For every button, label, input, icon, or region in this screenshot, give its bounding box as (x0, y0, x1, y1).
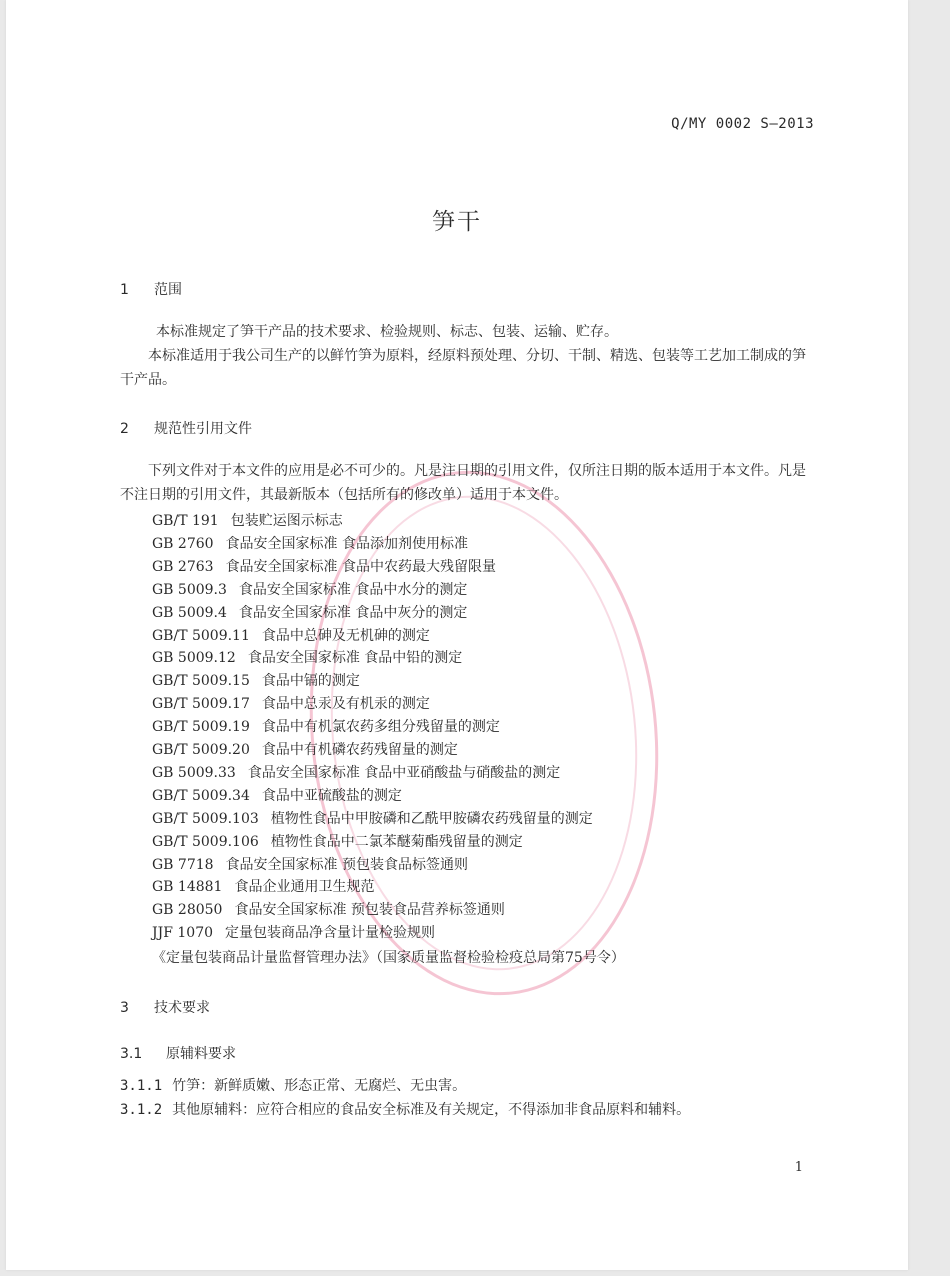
reference-item (152, 670, 360, 690)
reference-code: GB/T 5009.34 (152, 787, 250, 804)
reference-code: GB 14881 (152, 879, 223, 896)
reference-title: 包装贮运图示标志 (230, 513, 343, 529)
reference-item (152, 808, 593, 828)
reference-item (152, 510, 343, 530)
reference-code: GB/T 5009.103 (152, 810, 259, 827)
section-number: 2 (120, 421, 129, 437)
reference-title: 食品中总汞及有机汞的测定 (261, 696, 430, 713)
reference-code: GB 7718 (152, 856, 214, 873)
requirement-3-1-1 (120, 1075, 466, 1095)
section-number: 3.1 (120, 1046, 143, 1062)
reference-item (152, 716, 500, 736)
reference-item (152, 854, 468, 874)
reference-item (152, 556, 496, 576)
reference-title: 食品安全国家标准 食品添加剂使用标准 (225, 535, 469, 552)
references-intro: 下列文件对于本文件的应用是必不可少的。凡是注日期的引用文件，仅所注日期的版本适用于本文件。凡是不注日期的引用文件，其最新版本（包括所有的修改单）适用于本文件。 (120, 463, 806, 503)
reference-code: GB 28050 (152, 902, 223, 919)
reference-item (152, 762, 560, 782)
reference-title: 食品企业通用卫生规范 (234, 879, 375, 896)
reference-code: GB/T 5009.17 (152, 696, 250, 713)
section-title: 技术要求 (154, 1000, 210, 1016)
reference-title: 食品安全国家标准 食品中铅的测定 (247, 650, 463, 667)
section-title: 范围 (154, 282, 182, 298)
clause-number: 3.1.2 (120, 1102, 163, 1118)
reference-title: 食品安全国家标准 食品中农药最大残留限量 (225, 558, 497, 575)
reference-title: 食品安全国家标准 食品中亚硝酸盐与硝酸盐的测定 (247, 764, 561, 781)
page-number: 1 (794, 1160, 803, 1175)
reference-code: GB/T 5009.11 (152, 627, 250, 644)
reference-title: 食品安全国家标准 预包装食品营养标签通则 (234, 902, 505, 919)
reference-code: JJF 1070 (152, 925, 214, 942)
reference-title: 食品安全国家标准 预包装食品标签通则 (225, 856, 469, 873)
reference-code: GB 2760 (152, 535, 214, 552)
section-number: 1 (120, 282, 129, 298)
reference-code: GB/T 5009.19 (152, 719, 250, 736)
section-2-heading (120, 418, 252, 438)
document-title: 笋干 (432, 209, 482, 235)
reference-item (152, 693, 430, 713)
reference-regulation: 《定量包装商品计量监督管理办法》（国家质量监督检验检疫总局第75号令） (152, 950, 625, 966)
reference-title: 食品中总砷及无机砷的测定 (261, 627, 430, 644)
reference-code: GB 2763 (152, 558, 214, 575)
reference-item (152, 625, 430, 645)
reference-code: GB/T 5009.20 (152, 742, 250, 758)
section-3-heading (120, 997, 210, 1017)
clause-text: 其他原辅料：应符合相应的食品安全标准及有关规定，不得添加非食品原料和辅料。 (172, 1102, 691, 1118)
reference-item (152, 579, 467, 599)
section-1-heading (120, 279, 182, 299)
reference-code: GB 5009.12 (152, 650, 236, 667)
clause-text: 竹笋：新鲜质嫩、形态正常、无腐烂、无虫害。 (172, 1078, 467, 1094)
requirement-3-1-2 (120, 1099, 690, 1119)
reference-item (152, 831, 523, 851)
reference-title: 定量包装商品净含量计量检验规则 (225, 925, 436, 942)
reference-item (152, 785, 402, 805)
reference-title: 植物性食品中二氯苯醚菊酯残留量的测定 (270, 833, 523, 850)
section-3-1-heading (120, 1043, 236, 1063)
reference-title: 食品中有机磷农药残留量的测定 (261, 742, 458, 758)
clause-number: 3.1.1 (120, 1078, 163, 1094)
reference-item (152, 602, 467, 622)
reference-code: GB 5009.3 (152, 581, 227, 598)
section-title: 原辅料要求 (166, 1046, 236, 1062)
reference-code: GB/T 191 (152, 513, 219, 529)
scope-paragraph-2: 本标准适用于我公司生产的以鲜竹笋为原料，经原料预处理、分切、干制、精选、包装等工艺加工制成的笋干产品。 (120, 348, 806, 388)
reference-title: 食品中镉的测定 (261, 673, 360, 690)
reference-title: 食品安全国家标准 食品中水分的测定 (238, 581, 468, 598)
reference-code: GB 5009.33 (152, 764, 236, 781)
reference-title: 食品安全国家标准 食品中灰分的测定 (238, 604, 468, 621)
reference-item (152, 876, 374, 896)
section-title: 规范性引用文件 (154, 421, 252, 437)
section-number: 3 (120, 1000, 129, 1016)
reference-item (152, 533, 468, 553)
reference-item (152, 922, 435, 942)
reference-title: 食品中亚硫酸盐的测定 (261, 787, 402, 804)
scope-paragraph-1: 本标准规定了笋干产品的技术要求、检验规则、标志、包装、运输、贮存。 (156, 324, 618, 340)
reference-title: 食品中有机氯农药多组分残留量的测定 (261, 719, 500, 736)
reference-code: GB/T 5009.106 (152, 833, 259, 850)
standard-code: Q/MY 0002 S—2013 (671, 116, 814, 132)
document-page (6, 0, 908, 1270)
reference-item (152, 647, 462, 667)
reference-code: GB 5009.4 (152, 604, 227, 621)
reference-title: 植物性食品中甲胺磷和乙酰甲胺磷农药残留量的测定 (270, 810, 593, 827)
reference-code: GB/T 5009.15 (152, 673, 250, 690)
reference-item (152, 899, 505, 919)
reference-item (152, 739, 458, 759)
